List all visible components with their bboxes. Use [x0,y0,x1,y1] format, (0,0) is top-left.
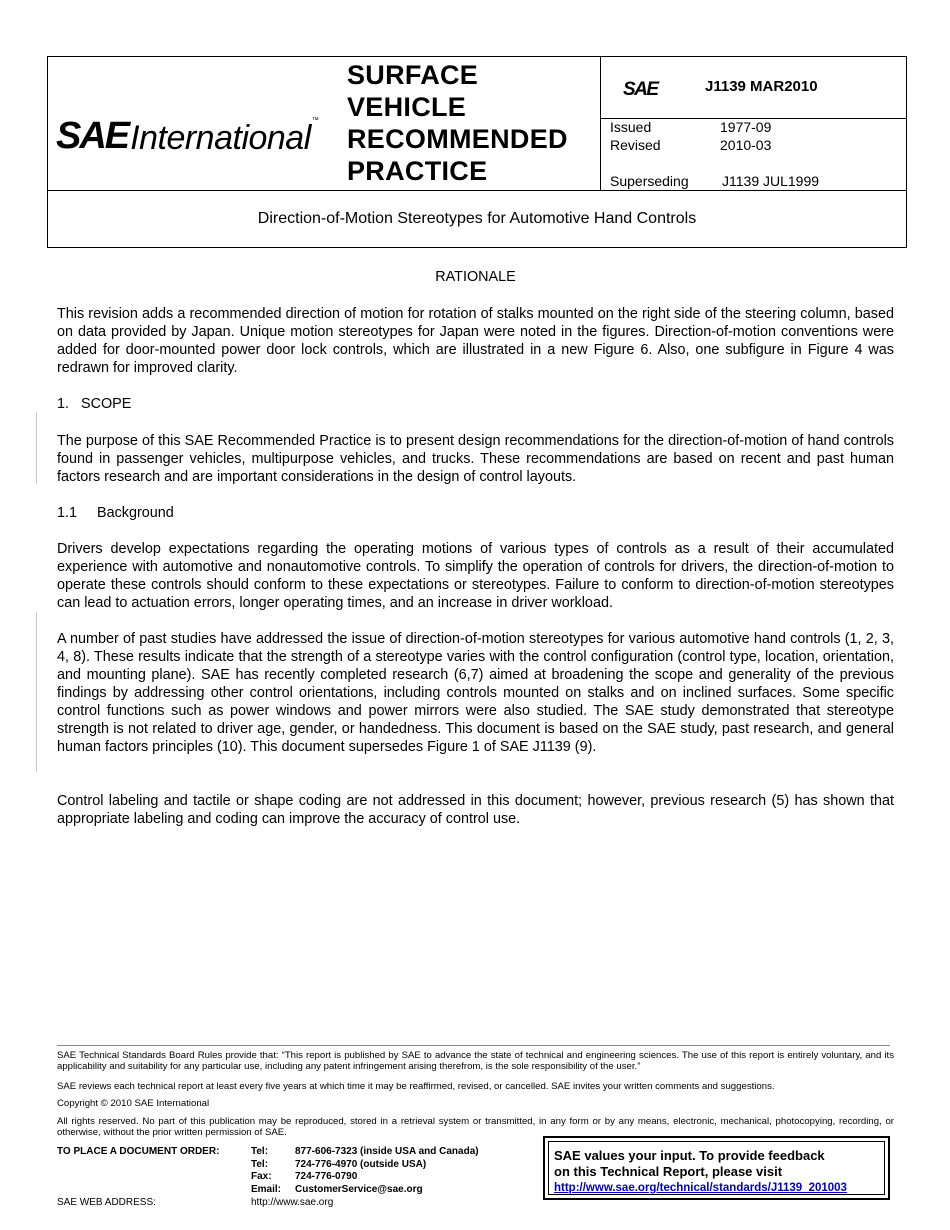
order-label: TO PLACE A DOCUMENT ORDER: [57,1146,220,1157]
logo-sae-text: SAE [56,115,129,157]
scope-paragraph: The purpose of this SAE Recommended Practice is to present design recommendations for the direction-of-motion of hand controls found in passenger vehicles, multipurpose vehicles, and trucks. These recommendations are based on recent and past human factors research and are important considerations in the design of control layouts. [57,433,894,485]
scope-heading: 1. SCOPE [57,396,132,412]
background-paragraph-3: Control labeling and tactile or shape coding are not addressed in this document; however, previous research (5) has shown that appropriate labeling and coding can improve the accuracy of control use. [57,793,894,827]
superseding-value: J1139 JUL1999 [722,173,820,189]
header-table [47,56,907,248]
footer-rule [57,1045,890,1046]
doc-type-line: PRACTICE [347,156,488,186]
rationale-heading: RATIONALE [435,269,516,285]
sae-international-logo [56,115,319,155]
feedback-link[interactable]: http://www.sae.org/technical/standards/J1139_201003 [554,1182,847,1194]
document-number: J1139 MAR2010 [705,78,818,95]
doc-type-line: VEHICLE [347,92,467,122]
revised-row [610,137,772,153]
fax-value: 724-776-0790 [295,1171,358,1182]
issued-value: 1977-09 [720,119,772,135]
document-info-box [600,57,907,190]
revised-value: 2010-03 [720,137,772,153]
fax-label: Fax: [251,1171,272,1182]
sae-small-logo: SAE [623,79,658,100]
superseding-row [610,173,820,189]
issued-row [610,119,772,135]
superseding-label: Superseding [610,173,689,189]
tel-outside-value: 724-776-4970 (outside USA) [295,1158,427,1170]
tel-label: Tel: [251,1146,269,1157]
feedback-box-inner [548,1141,885,1195]
background-heading: 1.1 Background [57,505,174,521]
background-paragraph-2: A number of past studies have addressed the issue of direction-of-motion stereotypes for various automotive hand controls (1, 2, 3, 4, 8). These results indicate that the strength of a stereotype varies with the control configuration (control type, location, orientation, and mounting plane). SAE has recently completed research (6,7) aimed at broadening the scope and generality of the previous findings by addressing other control orientations, including controls mounted on stalks and on inclined surfaces. Some specific control functions such as power windows and power mirrors were also studied. The SAE study demonstrated that stereotype strength is not related to driver age, gender, or handedness. This document is based on the SAE study, past research, and general human factors principles (10). This document supersedes Figure 1 of SAE J1139 (9). [57,631,894,755]
email-label: Email: [251,1183,282,1195]
revised-label: Revised [610,137,661,153]
rights-text: All rights reserved. No part of this publication may be reproduced, stored in a retrieval system or transmitted, in any form or by any means, electronic, mechanical, photocopying, recording, or otherwise, without the prior written permission of SAE. [57,1116,894,1138]
review-text: SAE reviews each technical report at least every five years at which time it may be reaffirmed, revised, or cancelled. SAE invites your written comments and suggestions. [57,1081,775,1092]
rationale-paragraph: This revision adds a recommended direction of motion for rotation of stalks mounted on the right side of the steering column, based on data provided by Japan. Unique motion stereotypes for Japan were noted in the figures. Direction-of-motion conventions were added for door-mounted power door lock controls, which are illustrated in a new Figure 6. Also, one subfigure in Figure 4 was redrawn for improved clarity. [57,306,894,376]
document-type [347,59,599,187]
tel-inside-value: 877-606-7323 (inside USA and Canada) [295,1146,479,1157]
doc-type-line: RECOMMENDED [347,124,568,154]
email-value[interactable]: CustomerService@sae.org [295,1183,423,1195]
change-bar [36,612,37,772]
document-title: Direction-of-Motion Stereotypes for Automotive Hand Controls [257,210,697,227]
document-number-cell [601,57,907,119]
feedback-text [554,1148,825,1180]
header-top-row [48,57,906,191]
logo-international-text: International [130,119,311,157]
web-address-label: SAE WEB ADDRESS: [57,1197,156,1208]
tel-label: Tel: [251,1158,269,1170]
copyright-text: Copyright © 2010 SAE International [57,1098,210,1109]
feedback-line: on this Technical Report, please visit [554,1164,783,1179]
feedback-line: SAE values your input. To provide feedback [554,1148,825,1163]
issued-label: Issued [610,119,652,135]
change-bar [36,412,37,484]
doc-type-line: SURFACE [347,60,479,90]
standards-rules-text: SAE Technical Standards Board Rules provide that: “This report is published by SAE to advance the state of technical and engineering sciences. The use of this report is entirely voluntary, and its applicability and suitability for any particular use, including any patent infringement arising therefrom, is the sole responsibility of the user.” [57,1050,894,1072]
feedback-box [543,1136,890,1200]
logo-trademark: ™ [311,117,319,124]
web-address-link[interactable]: http://www.sae.org [251,1197,334,1208]
background-paragraph-1: Drivers develop expectations regarding the operating motions of various types of controls as a result of their accumulated experience with automotive and nonautomotive controls. To simplify the operation of controls for drivers, the direction-of-motion to operate these controls should conform to these expectations or stereotypes. Failure to conform to direction-of-motion stereotypes can lead to actuation errors, longer operating times, and an increase in driver workload. [57,541,894,611]
